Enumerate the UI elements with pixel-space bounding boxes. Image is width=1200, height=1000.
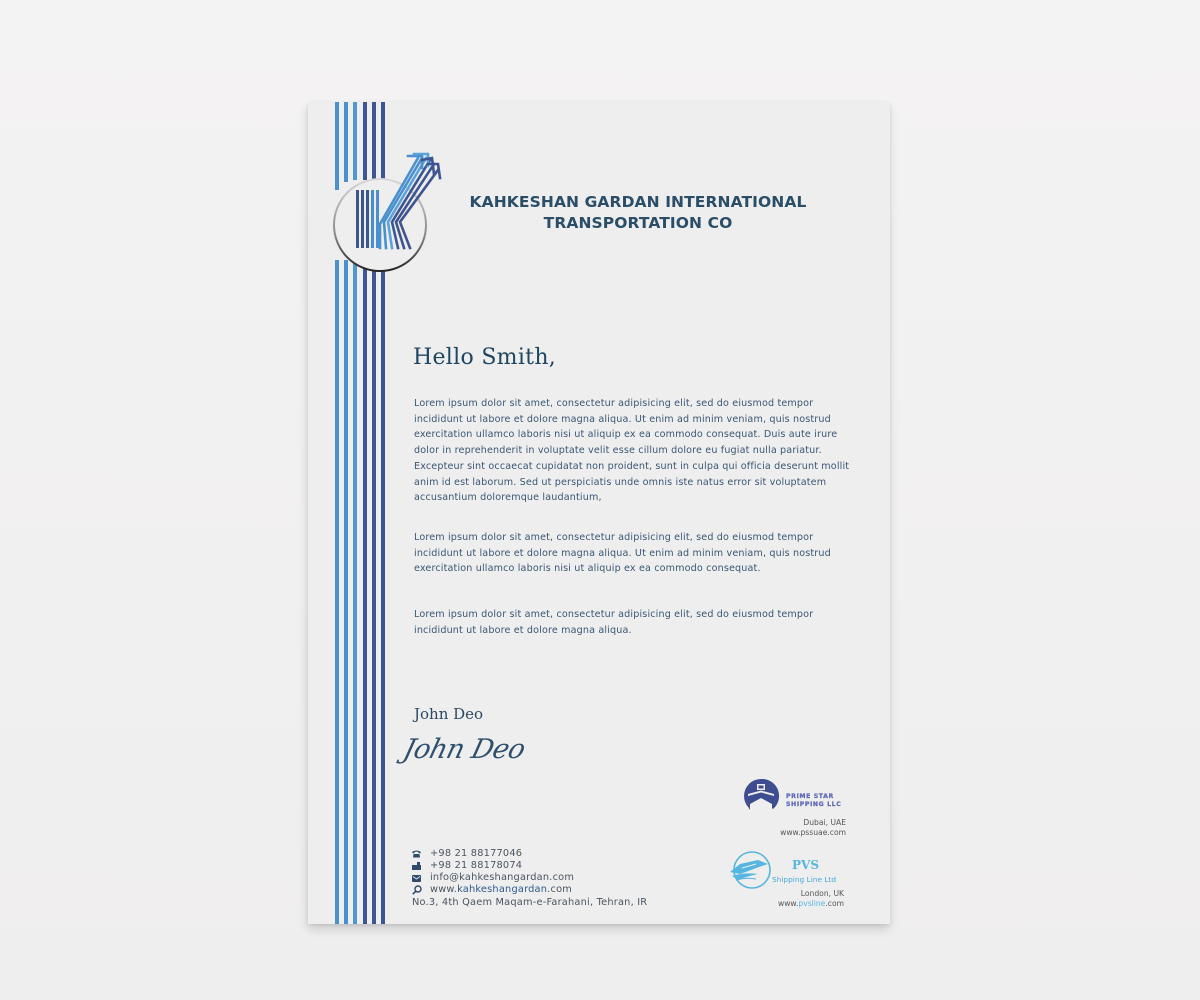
partner-subtitle: Shipping Line Ltd <box>772 875 837 884</box>
partner-name: PRIME STAR SHIPPING LLC <box>786 793 842 808</box>
letter-paragraph: Lorem ipsum dolor sit amet, consectetur adipisicing elit, sed do eiusmod tempor incididunt ut labore et dolore magna aliqua. Ut enim ad minim veniam, quis nostrud exercitation ullamco laboris nisi ut aliquip ex ea commodo consequat. <box>414 532 831 575</box>
contact-block <box>412 848 647 909</box>
contact-email[interactable]: info@kahkeshangardan.com <box>412 872 647 884</box>
yacht-icon <box>728 850 776 890</box>
partner-pvs <box>728 850 848 912</box>
partner-location: London, UK www.pvsline.com <box>728 889 844 909</box>
letter-greeting: Hello Smith, <box>413 345 557 370</box>
fax-icon <box>412 862 430 870</box>
signer-name: John Deo <box>414 705 484 723</box>
website-link: www.kahkeshangardan.com <box>430 884 573 895</box>
company-name <box>448 192 828 234</box>
search-icon <box>412 885 430 895</box>
partner-location: Dubai, UAE www.pssuae.com <box>742 818 846 838</box>
partner-website: www.pvsline.com <box>778 899 844 908</box>
mail-icon <box>412 875 430 882</box>
letter-paragraph: Lorem ipsum dolor sit amet, consectetur adipisicing elit, sed do eiusmod tempor incididunt ut labore et dolore magna aliqua. <box>414 609 814 636</box>
partner-website: www.pssuae.com <box>780 828 846 837</box>
company-name-line1: KAHKESHAN GARDAN INTERNATIONAL <box>469 193 807 211</box>
company-name-line2: TRANSPORTATION CO <box>543 214 733 232</box>
ship-icon <box>742 778 780 814</box>
contact-phone: +98 21 88177046 <box>412 848 647 860</box>
contact-website[interactable] <box>412 884 647 896</box>
partner-prime-star <box>742 776 862 836</box>
letter-paragraph: Lorem ipsum dolor sit amet, consectetur adipisicing elit, sed do eiusmod tempor incididunt ut labore et dolore magna aliqua. Ut enim ad minim veniam, quis nostrud exercitation ullamco laboris nisi ut aliquip ex ea commodo consequat. Duis aute irure dolor in reprehenderit in voluptate velit esse cillum dolore eu fugiat nulla pariatur. Excepteur sint occaecat cupidatat non proident, sunt in culpa qui officia deserunt mollit anim id est laborum. Sed ut perspiciatis unde omnis iste natus error sit voluptatem accusantium doloremque laudantium, <box>414 398 850 504</box>
letterhead-paper <box>308 102 890 924</box>
partner-name: PVS <box>792 858 819 872</box>
signature: John Deo <box>400 734 529 765</box>
company-logo-icon <box>332 150 442 280</box>
phone-icon <box>412 850 430 858</box>
contact-address: No.3, 4th Qaem Maqam-e-Farahani, Tehran, IR <box>412 897 648 908</box>
contact-fax: +98 21 88178074 <box>412 860 647 872</box>
